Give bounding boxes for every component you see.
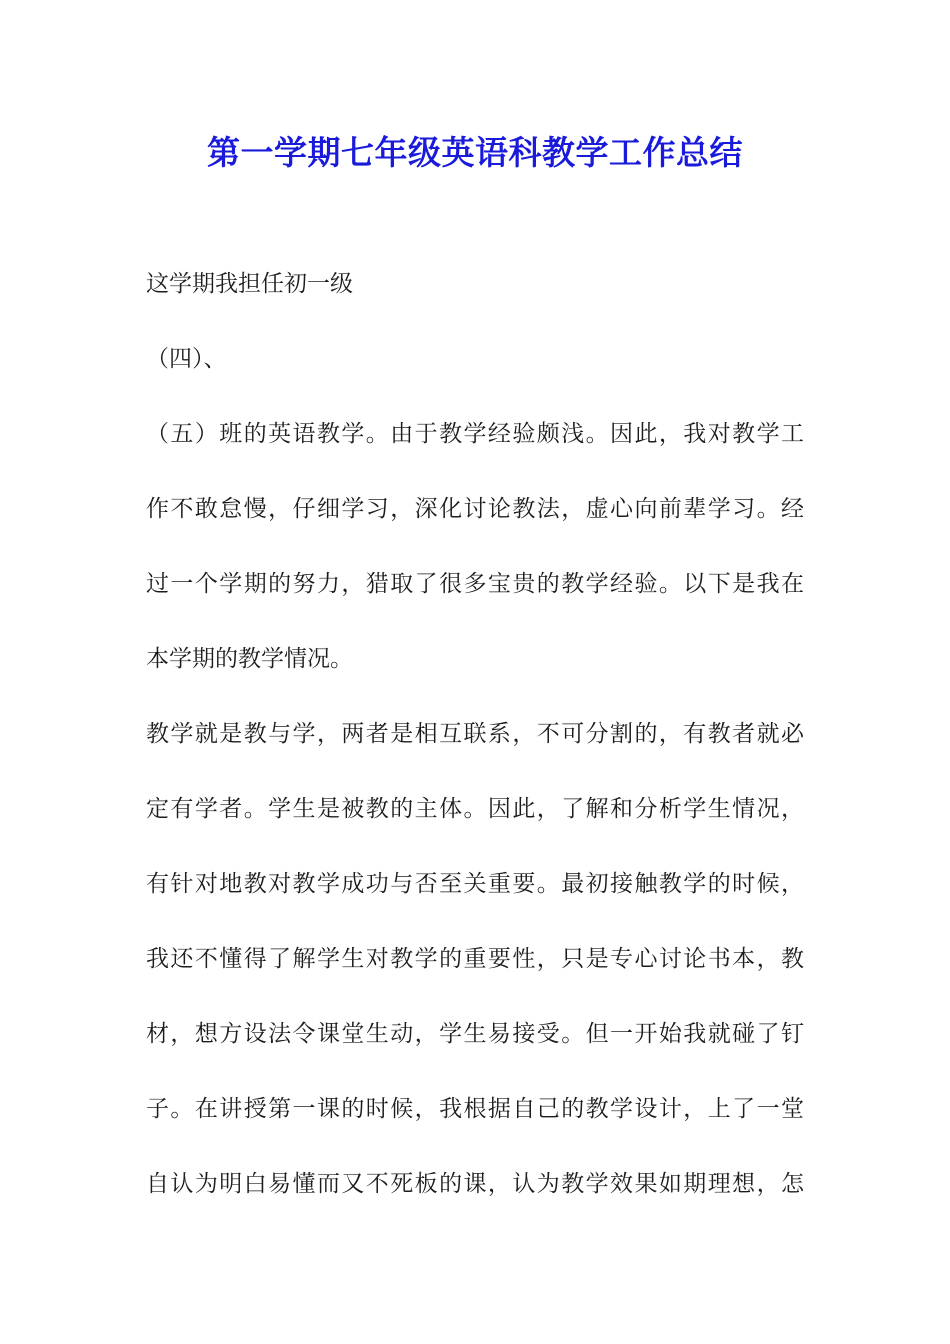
body-line-12: 子。在讲授第一课的时候，我根据自己的教学设计，上了一堂 bbox=[146, 1096, 804, 1122]
body-line-3: （五）班的英语教学。由于教学经验颇浅。因此，我对教学工 bbox=[146, 421, 804, 447]
body-line-13: 自认为明白易懂而又不死板的课，认为教学效果如期理想，怎 bbox=[146, 1171, 804, 1197]
body-line-2: （四）、 bbox=[146, 346, 227, 372]
body-line-10: 我还不懂得了解学生对教学的重要性，只是专心讨论书本，教 bbox=[146, 946, 804, 972]
body-line-1: 这学期我担任初一级 bbox=[146, 271, 353, 297]
body-line-11: 材，想方设法令课堂生动，学生易接受。但一开始我就碰了钉 bbox=[146, 1021, 804, 1047]
document-title: 第一学期七年级英语科教学工作总结 bbox=[207, 133, 743, 172]
body-line-6: 本学期的教学情况。 bbox=[146, 646, 353, 672]
body-line-5: 过一个学期的努力，猎取了很多宝贵的教学经验。以下是我在 bbox=[146, 571, 804, 597]
body-line-4: 作不敢怠慢，仔细学习，深化讨论教法，虚心向前辈学习。经 bbox=[146, 496, 804, 522]
body-line-7: 教学就是教与学，两者是相互联系，不可分割的，有教者就必 bbox=[146, 721, 804, 747]
body-line-8: 定有学者。学生是被教的主体。因此，了解和分析学生情况， bbox=[146, 796, 804, 822]
body-line-9: 有针对地教对教学成功与否至关重要。最初接触教学的时候， bbox=[146, 871, 804, 897]
